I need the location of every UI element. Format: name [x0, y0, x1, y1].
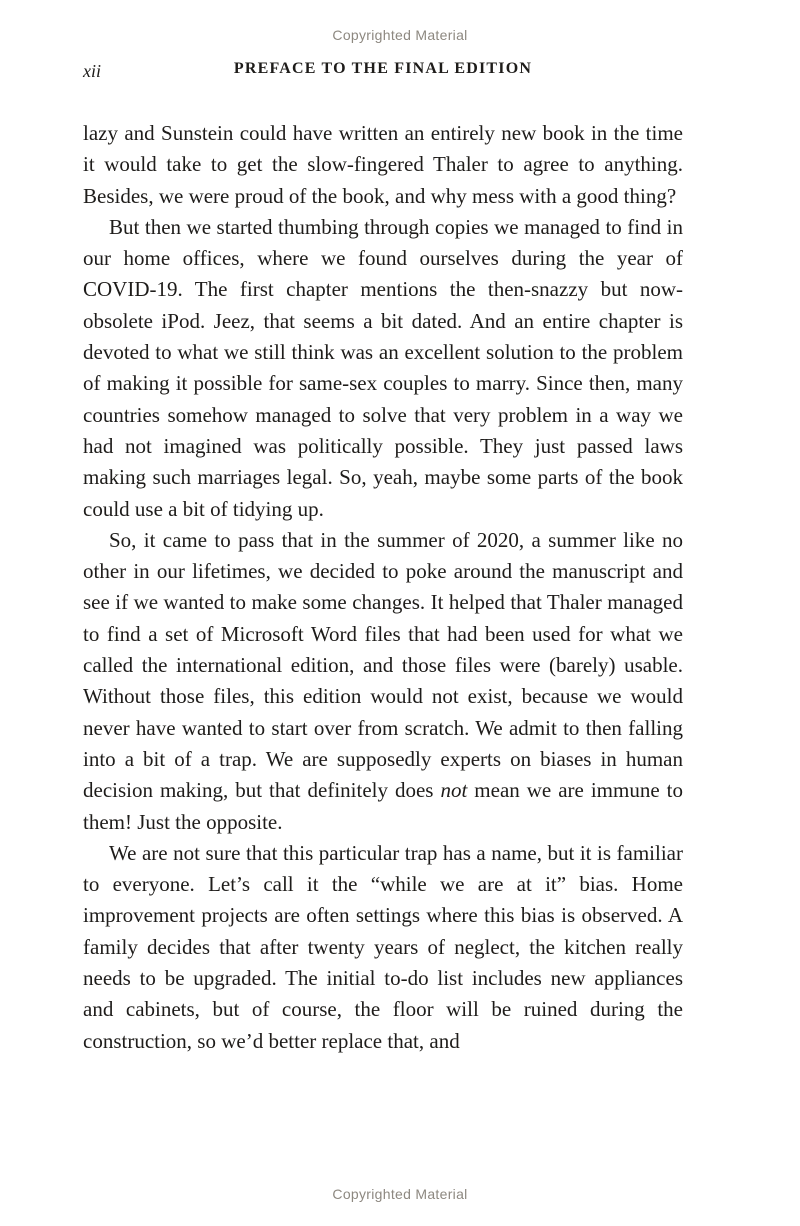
paragraph: [83, 525, 683, 838]
paragraph: [83, 838, 683, 1057]
paragraph-text: lazy and Sunstein could have written an entirely new book in the time it would take to get the slow-fingered Thaler to agree to anything. Besides, we were proud of the book, and why mess with a good thing?: [83, 121, 683, 208]
running-head-title: PREFACE TO THE FINAL EDITION: [233, 60, 533, 77]
copyright-notice-top: Copyrighted Material: [332, 27, 468, 43]
content-column: [83, 60, 683, 1057]
paragraph-text: But then we started thumbing through copies we managed to find in our home offices, where we found ourselves during the year of COVID-19. The first chapter mentions the then-snazzy but now-obsolete iPod. Jeez, that seems a bit dated. And an entire chapter is devoted to what we still think was an excellent solution to the problem of making it possible for same-sex couples to marry. Since then, many countries somehow managed to solve that very problem in a way we had not imagined was politically possible. They just passed laws making such marriages legal. So, yeah, maybe some parts of the book could use a bit of tidying up.: [83, 214, 683, 521]
paragraph-text: mean we are immune to them! Just the opposite.: [83, 778, 683, 834]
paragraph-text: So, it came to pass that in the summer of 2020, a summer like no other in our lifetimes, we decided to poke around the manuscript and see if we wanted to make some changes. It helped that Thaler managed to find a set of Microsoft Word files that had been used for what we called the international edition, and those files were (barely) usable. Without those files, this edition would not exist, because we would never have wanted to start over from scratch. We admit to then falling into a bit of a trap. We are supposedly experts on biases in human decision making, but that definitely does: [83, 527, 683, 803]
copyright-notice-bottom: Copyrighted Material: [332, 1186, 468, 1202]
paragraph: [83, 118, 683, 212]
paragraph-text: We are not sure that this particular trap has a name, but it is familiar to everyone. Let’s call it the “while we are at it” bias. Home improvement projects are often settings where this bias is observed. A family decides that after twenty years of neglect, the kitchen really needs to be upgraded. The initial to-do list includes new appliances and cabinets, but of course, the floor will be ruined during the construction, so we’d better replace that, and: [83, 840, 683, 1053]
page-body: [83, 118, 683, 1057]
page-number: xii: [83, 61, 101, 81]
page-header: [83, 60, 683, 84]
emphasized-text: not: [440, 778, 468, 803]
paragraph: [83, 212, 683, 525]
